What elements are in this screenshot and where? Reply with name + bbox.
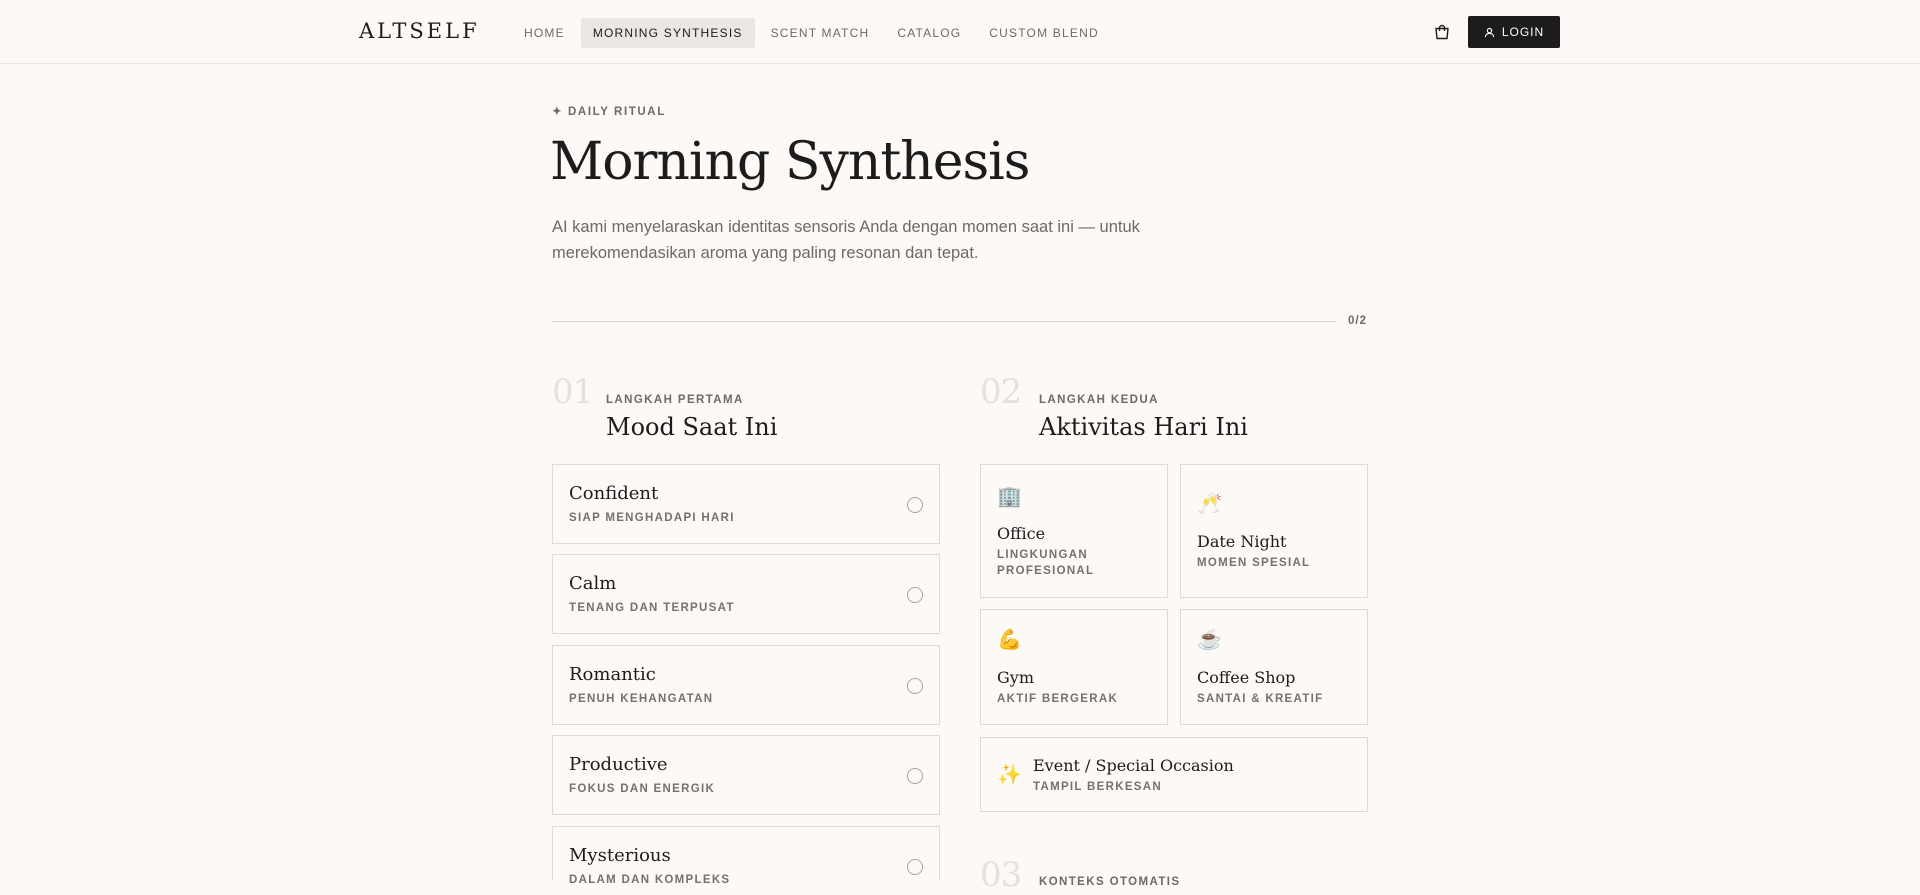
activity-option-gym[interactable] [980, 609, 1168, 725]
activity-option-subtitle: TAMPIL BERKESAN [1033, 781, 1162, 793]
step-1-number: 01 [552, 372, 594, 412]
activity-option-subtitle: MOMEN SPESIAL [1197, 557, 1311, 569]
mood-option-title: Romantic [569, 664, 656, 685]
mood-radio[interactable] [907, 859, 923, 875]
mood-option-subtitle: SIAP MENGHADAPI HARI [569, 512, 735, 524]
nav-scent-match[interactable]: SCENT MATCH [770, 26, 870, 40]
mood-option-title: Mysterious [569, 845, 671, 866]
mood-option-subtitle: TENANG DAN TERPUSAT [569, 602, 735, 614]
activity-option-date-night[interactable] [1180, 464, 1368, 598]
mood-option-subtitle: PENUH KEHANGATAN [569, 693, 714, 705]
activity-option-office[interactable] [980, 464, 1168, 598]
step-3-number: 03 [980, 855, 1022, 895]
nav-home[interactable]: HOME [524, 26, 565, 40]
progress-bar [552, 321, 1336, 322]
nav-morning-synthesis[interactable]: MORNING SYNTHESIS [581, 18, 755, 48]
mood-option-mysterious[interactable] [552, 826, 940, 886]
coffee-cup-icon: ☕ [1197, 629, 1222, 651]
hero-eyebrow: ✦ DAILY RITUAL [552, 106, 666, 118]
shopping-bag-icon [1433, 23, 1451, 41]
flexed-biceps-icon: 💪 [997, 629, 1022, 651]
user-icon [1484, 27, 1495, 38]
mood-option-confident[interactable] [552, 464, 940, 544]
sparkles-icon: ✨ [997, 764, 1022, 786]
brand-logo[interactable]: ALTSELF [359, 19, 480, 43]
office-building-icon: 🏢 [997, 486, 1022, 508]
mood-radio[interactable] [907, 497, 923, 513]
mood-option-title: Productive [569, 754, 668, 775]
login-button[interactable] [1468, 16, 1560, 48]
activity-option-event[interactable] [980, 737, 1368, 812]
login-label: LOGIN [1501, 25, 1545, 39]
activity-option-title: Date Night [1197, 532, 1287, 551]
nav-catalog[interactable]: CATALOG [897, 26, 962, 40]
activity-option-title: Gym [997, 668, 1034, 687]
mood-option-productive[interactable] [552, 735, 940, 815]
page-title: Morning Synthesis [550, 132, 1030, 192]
mood-option-title: Calm [569, 573, 617, 594]
mood-option-title: Confident [569, 483, 659, 504]
top-navigation-bar [0, 0, 1920, 64]
activity-option-title: Coffee Shop [1197, 668, 1296, 687]
step-2-eyebrow: LANGKAH KEDUA [1039, 394, 1159, 406]
mood-option-calm[interactable] [552, 554, 940, 634]
mood-radio[interactable] [907, 587, 923, 603]
activity-option-title: Office [997, 524, 1046, 543]
step-2-number: 02 [980, 372, 1022, 412]
shopping-bag-button[interactable] [1430, 20, 1454, 44]
nav-custom-blend[interactable]: CUSTOM BLEND [989, 26, 1099, 40]
activity-option-title: Event / Special Occasion [1033, 756, 1234, 775]
page-subtitle: AI kami menyelaraskan identitas sensoris Anda dengan momen saat ini — untuk merekomendasikan aroma yang paling resonan dan tepat. [552, 218, 1140, 262]
activity-option-subtitle: AKTIF BERGERAK [997, 693, 1119, 705]
activity-option-subtitle: SANTAI & KREATIF [1197, 693, 1324, 705]
step-2-title: Aktivitas Hari Ini [1039, 413, 1248, 441]
mood-option-subtitle: FOKUS DAN ENERGIK [569, 783, 716, 795]
step-1-eyebrow: LANGKAH PERTAMA [606, 394, 744, 406]
mood-option-subtitle: DALAM DAN KOMPLEKS [569, 874, 731, 886]
activity-option-subtitle: LINGKUNGAN PROFESIONAL [997, 549, 1095, 577]
mood-option-romantic[interactable] [552, 645, 940, 725]
activity-option-coffee-shop[interactable] [1180, 609, 1368, 725]
progress-count: 0/2 [1348, 315, 1367, 327]
step-1-title: Mood Saat Ini [606, 413, 778, 441]
mood-radio[interactable] [907, 678, 923, 694]
step-3-eyebrow: KONTEKS OTOMATIS [1039, 876, 1181, 888]
mood-radio[interactable] [907, 768, 923, 784]
main-nav [512, 18, 1115, 48]
champagne-glasses-icon: 🥂 [1197, 493, 1222, 515]
